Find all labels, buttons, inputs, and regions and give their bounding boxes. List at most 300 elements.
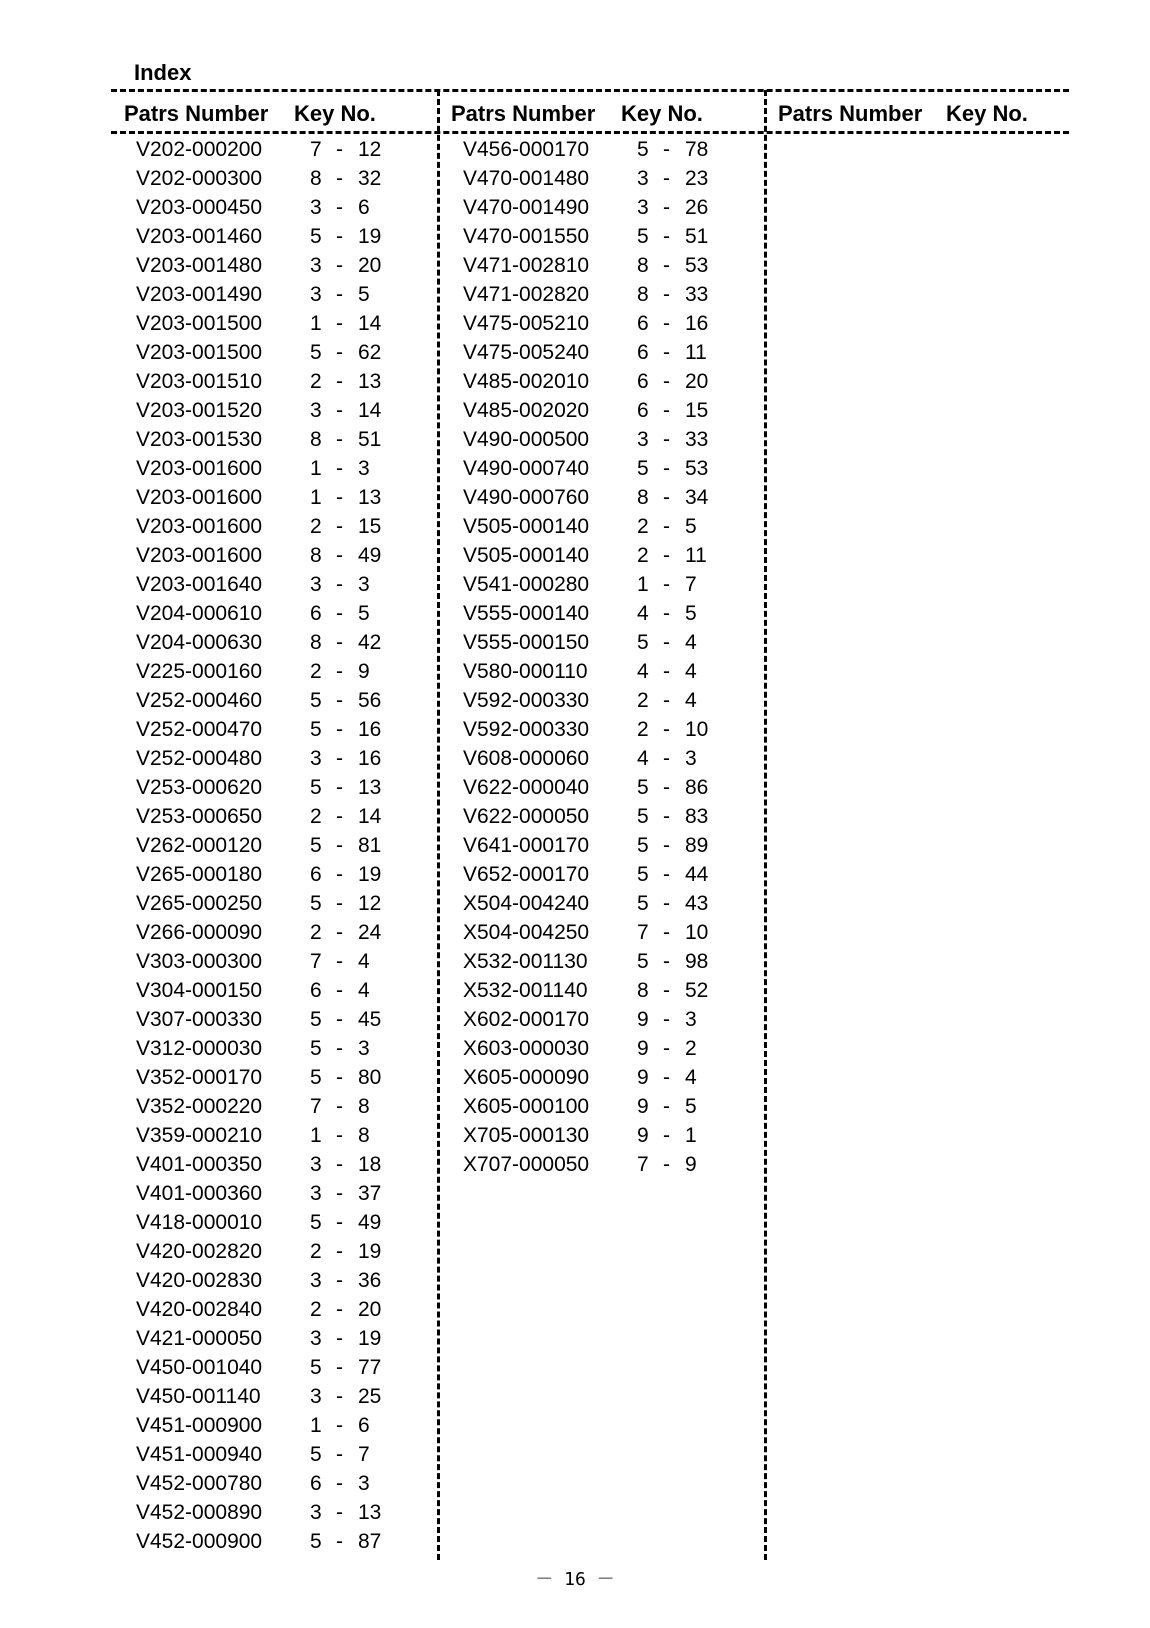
part-number: V451-000900 bbox=[136, 1414, 263, 1437]
figure-number: 8 bbox=[637, 254, 649, 277]
figure-number: 9 bbox=[637, 1066, 649, 1089]
key-separator: - bbox=[336, 718, 343, 741]
key-separator: - bbox=[336, 515, 343, 538]
index-row bbox=[136, 425, 436, 454]
index-row bbox=[463, 193, 763, 222]
key-number: 5 bbox=[358, 602, 370, 625]
index-row bbox=[136, 1411, 436, 1440]
part-number: V253-000620 bbox=[136, 776, 263, 799]
figure-number: 5 bbox=[637, 631, 649, 654]
index-row bbox=[136, 802, 436, 831]
key-number: 3 bbox=[685, 747, 697, 770]
figure-number: 8 bbox=[637, 283, 649, 306]
part-number: V451-000940 bbox=[136, 1443, 263, 1466]
figure-number: 2 bbox=[310, 1298, 322, 1321]
figure-number: 6 bbox=[637, 399, 649, 422]
key-number: 62 bbox=[358, 341, 382, 364]
key-number: 5 bbox=[685, 602, 697, 625]
part-number: V252-000460 bbox=[136, 689, 263, 712]
figure-number: 5 bbox=[637, 138, 649, 161]
key-separator: - bbox=[336, 1182, 343, 1205]
part-number: X532-001130 bbox=[463, 950, 588, 973]
part-number: V592-000330 bbox=[463, 718, 590, 741]
part-number: V490-000500 bbox=[463, 428, 590, 451]
key-number: 5 bbox=[685, 1095, 697, 1118]
part-number: V452-000900 bbox=[136, 1530, 263, 1553]
key-number: 33 bbox=[685, 283, 709, 306]
key-separator: - bbox=[336, 167, 343, 190]
part-number: V401-000360 bbox=[136, 1182, 263, 1205]
index-row bbox=[136, 1237, 436, 1266]
key-separator: - bbox=[663, 631, 670, 654]
figure-number: 4 bbox=[637, 747, 649, 770]
key-number: 12 bbox=[358, 138, 382, 161]
figure-number: 2 bbox=[310, 921, 322, 944]
key-separator: - bbox=[663, 689, 670, 712]
key-number: 83 bbox=[685, 805, 709, 828]
part-number: V203-000450 bbox=[136, 196, 263, 219]
part-number: X532-001140 bbox=[463, 979, 588, 1002]
part-number: V471-002810 bbox=[463, 254, 590, 277]
key-number: 42 bbox=[358, 631, 382, 654]
key-number: 7 bbox=[358, 1443, 370, 1466]
figure-number: 3 bbox=[310, 254, 322, 277]
index-row bbox=[463, 715, 763, 744]
key-number: 49 bbox=[358, 544, 382, 567]
key-number: 32 bbox=[358, 167, 382, 190]
key-separator: - bbox=[336, 950, 343, 973]
part-number: V352-000220 bbox=[136, 1095, 263, 1118]
part-number: V622-000050 bbox=[463, 805, 590, 828]
key-separator: - bbox=[663, 1066, 670, 1089]
key-number: 14 bbox=[358, 312, 382, 335]
figure-number: 9 bbox=[637, 1124, 649, 1147]
column-header-3 bbox=[778, 97, 1078, 131]
figure-number: 7 bbox=[310, 138, 322, 161]
key-number: 81 bbox=[358, 834, 382, 857]
part-number: V420-002820 bbox=[136, 1240, 263, 1263]
part-number: V252-000470 bbox=[136, 718, 263, 741]
part-number: V203-001600 bbox=[136, 544, 263, 567]
part-number: V203-001500 bbox=[136, 312, 263, 335]
part-number: V470-001550 bbox=[463, 225, 590, 248]
key-separator: - bbox=[336, 631, 343, 654]
index-row bbox=[463, 483, 763, 512]
part-number: V203-001500 bbox=[136, 341, 263, 364]
part-number: V265-000250 bbox=[136, 892, 263, 915]
figure-number: 2 bbox=[310, 1240, 322, 1263]
part-number: V203-001530 bbox=[136, 428, 263, 451]
key-number: 43 bbox=[685, 892, 709, 915]
key-number: 1 bbox=[685, 1124, 697, 1147]
figure-number: 3 bbox=[310, 1182, 322, 1205]
figure-number: 7 bbox=[637, 1153, 649, 1176]
figure-number: 6 bbox=[310, 1472, 322, 1495]
key-number: 49 bbox=[358, 1211, 382, 1234]
key-number: 4 bbox=[358, 950, 370, 973]
key-separator: - bbox=[336, 1443, 343, 1466]
key-separator: - bbox=[663, 1124, 670, 1147]
part-number: V203-001510 bbox=[136, 370, 263, 393]
figure-number: 3 bbox=[310, 1501, 322, 1524]
index-row bbox=[463, 512, 763, 541]
part-number: X603-000030 bbox=[463, 1037, 590, 1060]
part-number: V359-000210 bbox=[136, 1124, 263, 1147]
key-separator: - bbox=[663, 602, 670, 625]
key-separator: - bbox=[336, 689, 343, 712]
index-row bbox=[136, 396, 436, 425]
index-row bbox=[136, 541, 436, 570]
index-row bbox=[463, 309, 763, 338]
figure-number: 5 bbox=[310, 776, 322, 799]
key-number: 16 bbox=[358, 747, 382, 770]
key-number: 4 bbox=[685, 1066, 697, 1089]
index-row bbox=[136, 1005, 436, 1034]
key-number: 78 bbox=[685, 138, 709, 161]
header-key-no: Key No. bbox=[294, 101, 376, 126]
figure-number: 5 bbox=[310, 1530, 322, 1553]
figure-number: 5 bbox=[310, 689, 322, 712]
figure-number: 5 bbox=[637, 805, 649, 828]
key-separator: - bbox=[663, 196, 670, 219]
figure-number: 5 bbox=[310, 1066, 322, 1089]
part-number: V252-000480 bbox=[136, 747, 263, 770]
key-separator: - bbox=[663, 370, 670, 393]
header-key-no: Key No. bbox=[946, 101, 1028, 126]
key-separator: - bbox=[336, 1385, 343, 1408]
part-number: V303-000300 bbox=[136, 950, 263, 973]
figure-number: 8 bbox=[637, 979, 649, 1002]
index-row bbox=[463, 947, 763, 976]
index-row bbox=[463, 338, 763, 367]
key-separator: - bbox=[663, 718, 670, 741]
key-separator: - bbox=[336, 805, 343, 828]
key-number: 7 bbox=[685, 573, 697, 596]
key-separator: - bbox=[663, 225, 670, 248]
key-number: 15 bbox=[358, 515, 382, 538]
part-number: V421-000050 bbox=[136, 1327, 263, 1350]
figure-number: 2 bbox=[637, 718, 649, 741]
key-number: 14 bbox=[358, 399, 382, 422]
key-separator: - bbox=[336, 486, 343, 509]
index-row bbox=[136, 512, 436, 541]
key-separator: - bbox=[663, 428, 670, 451]
key-separator: - bbox=[663, 805, 670, 828]
part-number: V652-000170 bbox=[463, 863, 590, 886]
key-number: 20 bbox=[685, 370, 709, 393]
index-row bbox=[136, 1208, 436, 1237]
key-number: 53 bbox=[685, 254, 709, 277]
column-header-2 bbox=[451, 97, 761, 131]
key-number: 9 bbox=[685, 1153, 697, 1176]
key-number: 4 bbox=[685, 689, 697, 712]
index-row bbox=[136, 1382, 436, 1411]
index-row bbox=[463, 251, 763, 280]
figure-number: 9 bbox=[637, 1037, 649, 1060]
figure-number: 2 bbox=[310, 660, 322, 683]
column-divider-1 bbox=[437, 90, 440, 1560]
key-separator: - bbox=[663, 1153, 670, 1176]
part-number: V312-000030 bbox=[136, 1037, 263, 1060]
key-number: 19 bbox=[358, 863, 382, 886]
header-bottom-divider bbox=[111, 131, 1069, 134]
key-separator: - bbox=[663, 1008, 670, 1031]
index-row bbox=[463, 860, 763, 889]
index-row bbox=[136, 309, 436, 338]
figure-number: 2 bbox=[310, 805, 322, 828]
part-number: X705-000130 bbox=[463, 1124, 590, 1147]
figure-number: 2 bbox=[310, 515, 322, 538]
index-row bbox=[463, 1034, 763, 1063]
key-separator: - bbox=[336, 225, 343, 248]
key-number: 9 bbox=[358, 660, 370, 683]
part-number: V203-001640 bbox=[136, 573, 263, 596]
figure-number: 3 bbox=[310, 283, 322, 306]
index-row bbox=[136, 1295, 436, 1324]
index-row bbox=[136, 570, 436, 599]
part-number: V452-000780 bbox=[136, 1472, 263, 1495]
index-row bbox=[136, 686, 436, 715]
index-row bbox=[463, 657, 763, 686]
figure-number: 2 bbox=[637, 544, 649, 567]
figure-number: 2 bbox=[310, 370, 322, 393]
key-separator: - bbox=[336, 1501, 343, 1524]
figure-number: 5 bbox=[637, 950, 649, 973]
key-separator: - bbox=[336, 602, 343, 625]
index-row bbox=[136, 367, 436, 396]
key-separator: - bbox=[663, 660, 670, 683]
index-row bbox=[463, 889, 763, 918]
index-row bbox=[463, 570, 763, 599]
header-top-divider bbox=[111, 89, 1069, 92]
key-number: 56 bbox=[358, 689, 382, 712]
key-separator: - bbox=[336, 979, 343, 1002]
figure-number: 8 bbox=[310, 544, 322, 567]
key-number: 3 bbox=[685, 1008, 697, 1031]
part-number: V304-000150 bbox=[136, 979, 263, 1002]
figure-number: 8 bbox=[310, 428, 322, 451]
index-row bbox=[136, 628, 436, 657]
part-number: V470-001480 bbox=[463, 167, 590, 190]
index-row bbox=[136, 1498, 436, 1527]
key-number: 3 bbox=[358, 1472, 370, 1495]
index-row bbox=[136, 831, 436, 860]
index-row bbox=[136, 222, 436, 251]
index-row bbox=[463, 1063, 763, 1092]
index-row bbox=[463, 599, 763, 628]
index-row bbox=[136, 251, 436, 280]
key-separator: - bbox=[336, 573, 343, 596]
header-parts-number: Patrs Number bbox=[124, 101, 269, 126]
figure-number: 3 bbox=[637, 196, 649, 219]
key-separator: - bbox=[663, 863, 670, 886]
index-row bbox=[136, 280, 436, 309]
part-number: V203-001600 bbox=[136, 457, 263, 480]
figure-number: 5 bbox=[637, 776, 649, 799]
key-separator: - bbox=[663, 312, 670, 335]
key-number: 16 bbox=[685, 312, 709, 335]
header-parts-number: Patrs Number bbox=[778, 101, 923, 126]
part-number: V622-000040 bbox=[463, 776, 590, 799]
key-separator: - bbox=[336, 196, 343, 219]
key-number: 5 bbox=[358, 283, 370, 306]
index-row bbox=[463, 454, 763, 483]
key-number: 19 bbox=[358, 225, 382, 248]
part-number: V420-002830 bbox=[136, 1269, 263, 1292]
figure-number: 5 bbox=[310, 834, 322, 857]
key-number: 6 bbox=[358, 1414, 370, 1437]
index-column-1 bbox=[136, 135, 436, 1556]
figure-number: 5 bbox=[310, 1211, 322, 1234]
key-separator: - bbox=[663, 167, 670, 190]
index-row bbox=[136, 135, 436, 164]
figure-number: 5 bbox=[310, 1037, 322, 1060]
key-separator: - bbox=[336, 283, 343, 306]
key-separator: - bbox=[336, 1124, 343, 1147]
key-number: 5 bbox=[685, 515, 697, 538]
figure-number: 6 bbox=[637, 312, 649, 335]
key-separator: - bbox=[336, 544, 343, 567]
index-row bbox=[136, 1440, 436, 1469]
part-number: V265-000180 bbox=[136, 863, 263, 886]
key-separator: - bbox=[336, 341, 343, 364]
figure-number: 5 bbox=[637, 892, 649, 915]
key-number: 45 bbox=[358, 1008, 382, 1031]
key-separator: - bbox=[663, 138, 670, 161]
figure-number: 5 bbox=[637, 863, 649, 886]
part-number: V225-000160 bbox=[136, 660, 263, 683]
key-separator: - bbox=[663, 544, 670, 567]
key-number: 23 bbox=[685, 167, 709, 190]
key-number: 52 bbox=[685, 979, 709, 1002]
key-separator: - bbox=[336, 1095, 343, 1118]
key-separator: - bbox=[336, 660, 343, 683]
key-number: 98 bbox=[685, 950, 709, 973]
index-row bbox=[136, 1121, 436, 1150]
figure-number: 8 bbox=[310, 167, 322, 190]
key-number: 15 bbox=[685, 399, 709, 422]
header-parts-number: Patrs Number bbox=[451, 101, 596, 126]
part-number: V420-002840 bbox=[136, 1298, 263, 1321]
figure-number: 1 bbox=[310, 457, 322, 480]
key-separator: - bbox=[336, 1269, 343, 1292]
figure-number: 3 bbox=[310, 1153, 322, 1176]
index-row bbox=[136, 1266, 436, 1295]
key-number: 2 bbox=[685, 1037, 697, 1060]
part-number: V641-000170 bbox=[463, 834, 590, 857]
part-number: V470-001490 bbox=[463, 196, 590, 219]
key-separator: - bbox=[336, 1153, 343, 1176]
part-number: X605-000090 bbox=[463, 1066, 590, 1089]
figure-number: 3 bbox=[310, 573, 322, 596]
index-column-2 bbox=[463, 135, 763, 1179]
index-row bbox=[136, 976, 436, 1005]
key-separator: - bbox=[663, 399, 670, 422]
figure-number: 5 bbox=[637, 225, 649, 248]
key-number: 24 bbox=[358, 921, 382, 944]
figure-number: 1 bbox=[310, 312, 322, 335]
figure-number: 5 bbox=[310, 341, 322, 364]
part-number: V450-001140 bbox=[136, 1385, 261, 1408]
key-number: 33 bbox=[685, 428, 709, 451]
key-number: 89 bbox=[685, 834, 709, 857]
figure-number: 6 bbox=[637, 370, 649, 393]
index-row bbox=[463, 135, 763, 164]
figure-number: 5 bbox=[310, 1356, 322, 1379]
key-separator: - bbox=[336, 1211, 343, 1234]
key-number: 11 bbox=[685, 341, 707, 364]
figure-number: 9 bbox=[637, 1008, 649, 1031]
index-row bbox=[463, 367, 763, 396]
figure-number: 1 bbox=[310, 1124, 322, 1147]
figure-number: 5 bbox=[637, 457, 649, 480]
key-separator: - bbox=[663, 921, 670, 944]
part-number: V505-000140 bbox=[463, 515, 590, 538]
figure-number: 1 bbox=[637, 573, 649, 596]
page-number: － 16 － bbox=[535, 1569, 615, 1590]
key-number: 36 bbox=[358, 1269, 382, 1292]
key-separator: - bbox=[663, 457, 670, 480]
index-row bbox=[463, 686, 763, 715]
figure-number: 5 bbox=[310, 1443, 322, 1466]
figure-number: 2 bbox=[637, 689, 649, 712]
part-number: V203-001490 bbox=[136, 283, 263, 306]
key-separator: - bbox=[663, 950, 670, 973]
part-number: V608-000060 bbox=[463, 747, 590, 770]
key-separator: - bbox=[336, 747, 343, 770]
key-number: 20 bbox=[358, 1298, 382, 1321]
key-number: 20 bbox=[358, 254, 382, 277]
figure-number: 8 bbox=[310, 631, 322, 654]
part-number: V307-000330 bbox=[136, 1008, 263, 1031]
part-number: V485-002020 bbox=[463, 399, 590, 422]
figure-number: 9 bbox=[637, 1095, 649, 1118]
figure-number: 5 bbox=[310, 225, 322, 248]
index-row bbox=[136, 744, 436, 773]
key-separator: - bbox=[336, 1037, 343, 1060]
key-number: 18 bbox=[358, 1153, 382, 1176]
column-divider-2 bbox=[764, 90, 767, 1560]
index-row bbox=[136, 1179, 436, 1208]
key-separator: - bbox=[336, 834, 343, 857]
key-number: 77 bbox=[358, 1356, 382, 1379]
key-separator: - bbox=[336, 254, 343, 277]
index-row bbox=[463, 541, 763, 570]
key-number: 12 bbox=[358, 892, 382, 915]
key-separator: - bbox=[336, 1414, 343, 1437]
key-separator: - bbox=[336, 1356, 343, 1379]
index-row bbox=[136, 1150, 436, 1179]
part-number: X602-000170 bbox=[463, 1008, 590, 1031]
part-number: V555-000140 bbox=[463, 602, 590, 625]
key-separator: - bbox=[663, 892, 670, 915]
key-number: 8 bbox=[358, 1124, 370, 1147]
figure-number: 3 bbox=[310, 399, 322, 422]
part-number: V456-000170 bbox=[463, 138, 590, 161]
index-row bbox=[463, 976, 763, 1005]
index-row bbox=[136, 918, 436, 947]
key-separator: - bbox=[336, 921, 343, 944]
key-number: 3 bbox=[358, 457, 370, 480]
figure-number: 3 bbox=[310, 196, 322, 219]
key-number: 10 bbox=[685, 718, 709, 741]
figure-number: 5 bbox=[310, 892, 322, 915]
part-number: V352-000170 bbox=[136, 1066, 263, 1089]
key-number: 19 bbox=[358, 1327, 382, 1350]
key-separator: - bbox=[336, 776, 343, 799]
key-separator: - bbox=[663, 834, 670, 857]
figure-number: 2 bbox=[637, 515, 649, 538]
